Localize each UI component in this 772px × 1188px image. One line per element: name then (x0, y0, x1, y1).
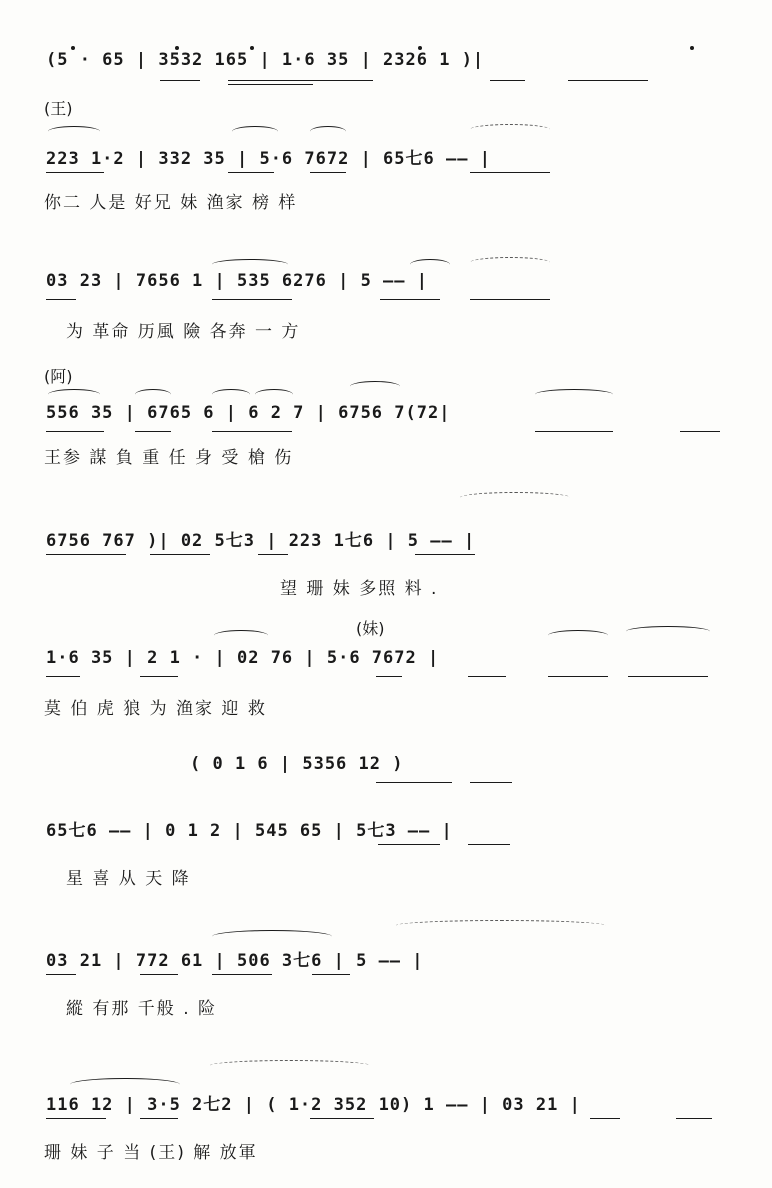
staff-system (0, 800, 772, 900)
staff-system (0, 620, 772, 720)
role-label: (妹) (356, 619, 385, 638)
staff-system (0, 385, 772, 485)
staff-system (0, 255, 772, 355)
notation-line: (5 · 65 | 3532 165 | 1·6 35 | 2326 1 )| (46, 50, 485, 70)
notation-line: 1·6 35 | 2 1 · | 02 76 | 5·6 7672 | (46, 648, 440, 668)
lyric-line: 珊 妹 子 当 (王) 解 放軍 (44, 1143, 258, 1163)
lyric-line: 莫 伯 虎 狼 为 渔家 迎 救 (44, 699, 267, 719)
lyric-line: 你二 人是 好兄 妹 渔家 榜 样 (44, 193, 298, 213)
notation-line: 03 23 | 7656 1 | 535 6276 | 5 —— | (46, 271, 428, 291)
staff-system (0, 1040, 772, 1188)
lyric-line: 望 珊 妹 多照 料 . (280, 579, 439, 599)
lyric-line: 为 革命 历風 險 各奔 一 方 (66, 322, 301, 342)
lyric-line: 星 喜 从 天 降 (66, 869, 191, 889)
staff-system (0, 918, 772, 1018)
notation-line: 116 12 | 3·5 2七2 | ( 1·2 352 10) 1 —— | 03 21 | (46, 1095, 581, 1115)
lyric-line: 王参 謀 負 重 任 身 受 槍 伤 (44, 448, 294, 468)
lyric-line: 縱 有那 千般 . 险 (66, 999, 218, 1019)
notation-line: ( 0 1 6 | 5356 12 ) (190, 754, 404, 774)
notation-line: 556 35 | 6765 6 | 6 2 7 | 6756 7(72| (46, 403, 451, 423)
role-label: (阿) (44, 367, 73, 386)
notation-line: 6756 767 )| 02 5七3 | 223 1七6 | 5 —— | (46, 531, 476, 551)
staff-system (0, 500, 772, 600)
role-label: (王) (44, 99, 73, 118)
staff-system (0, 40, 772, 100)
notation-line: 223 1·2 | 332 35 | 5·6 7672 | 65七6 —— | (46, 149, 491, 169)
notation-line: 65七6 —— | 0 1 2 | 545 65 | 5七3 —— | (46, 821, 453, 841)
staff-system (0, 122, 772, 222)
notation-line: 03 21 | 772 61 | 506 3七6 | 5 —— | (46, 951, 424, 971)
staff-system (0, 748, 772, 788)
